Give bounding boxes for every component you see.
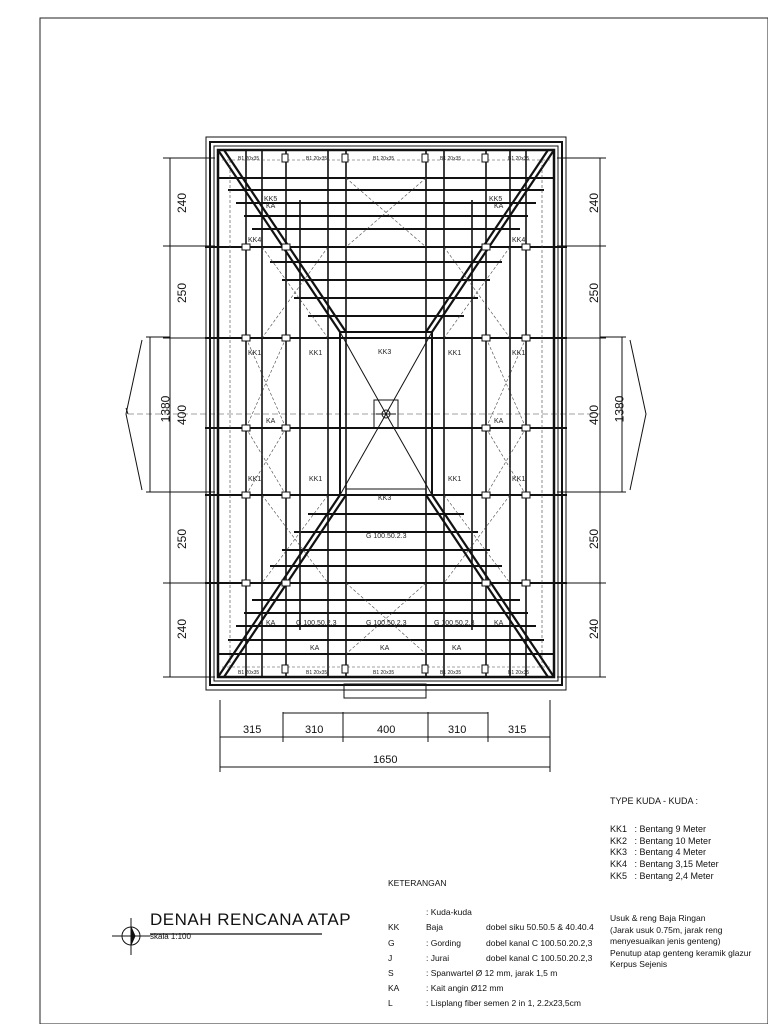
legend-desc: : Kuda-kuda Baja	[426, 907, 472, 933]
label-balok-8: B1 20x35	[373, 670, 395, 676]
label-ka-9: KA	[452, 645, 462, 652]
label-kk1-b: KK1	[309, 350, 323, 357]
dim-right-2: 250	[587, 282, 602, 304]
legend-code: KK	[388, 922, 400, 933]
dim-right-1: 240	[587, 192, 602, 214]
legend-spec: dobel kanal C 100.50.20.2,3	[486, 937, 593, 948]
legend-row	[388, 996, 594, 1011]
legend-desc: : Jurai	[426, 952, 450, 963]
legend-spec: dobel kanal C 100.50.20.2,3	[486, 952, 593, 963]
truss-type-item	[610, 836, 719, 848]
legend-row	[388, 966, 594, 981]
dim-right-6: 240	[587, 618, 602, 640]
label-kk1-a: KK1	[248, 350, 262, 357]
drawing-title: DENAH RENCANA ATAP	[150, 910, 352, 929]
label-gording-3: G 100.50.2.3	[366, 620, 407, 627]
label-gording-1: G 100.50.2.3	[366, 533, 407, 540]
label-kk4-left: KK4	[248, 237, 262, 244]
label-ka-3: KA	[266, 418, 276, 425]
label-ka-4: KA	[494, 418, 504, 425]
dim-bottom-5: 315	[508, 724, 527, 736]
label-ka-5: KA	[266, 620, 276, 627]
label-balok-3: B1 20x35	[373, 156, 395, 162]
label-balok-4: B1 20x35	[440, 156, 462, 162]
label-balok-6: B1 20x35	[238, 670, 260, 676]
label-kk3-top: KK3	[378, 349, 392, 356]
dim-bottom-4: 310	[448, 724, 467, 736]
truss-type-code: KK1	[610, 823, 628, 834]
label-ka-7: KA	[310, 645, 320, 652]
truss-type-heading: TYPE KUDA - KUDA :	[610, 796, 699, 806]
label-kk1-f: KK1	[309, 476, 323, 483]
label-gording-2: G 100.50.2.3	[296, 620, 337, 627]
dim-right-3: 400	[587, 404, 602, 426]
dim-left-4: 400	[175, 404, 190, 426]
legend-spec: dobel siku 50.50.5 & 40.40.4	[486, 922, 594, 933]
legend-keterangan	[388, 876, 594, 1012]
note-line: menyesuaikan jenis genteng)	[610, 936, 721, 946]
label-balok-9: B1 20x35	[440, 670, 462, 676]
legend-row	[388, 981, 594, 996]
dim-left-6: 240	[175, 618, 190, 640]
legend-code: KA	[388, 983, 400, 994]
bottom-gutter	[344, 684, 426, 698]
label-balok-10: B1 20x35	[508, 670, 530, 676]
legend-desc: : Gording	[426, 937, 461, 948]
legend-desc: : Lisplang fiber semen 2 in 1, 2.2x23,5cm	[426, 998, 581, 1009]
truss-type-item	[610, 847, 719, 859]
label-gording-4: G 100.50.2.3	[434, 620, 475, 627]
truss-type-item	[610, 871, 719, 883]
label-kk1-g: KK1	[448, 476, 462, 483]
purlins-horizontal	[205, 178, 567, 654]
legend-desc: : Spanwartel Ø 12 mm, jarak 1,5 m	[426, 968, 558, 979]
note-line: Kerpus Sejenis	[610, 959, 668, 969]
drawing-title-block	[150, 910, 351, 941]
dim-bottom-2: 310	[305, 724, 324, 736]
legend-code: S	[388, 968, 394, 979]
section-marker-left	[126, 340, 142, 490]
truss-type-desc: : Bentang 9 Meter	[634, 823, 707, 834]
dim-left-2: 250	[175, 282, 190, 304]
truss-type-list	[610, 796, 719, 883]
truss-type-desc: : Bentang 3,15 Meter	[634, 859, 719, 870]
drawing-scale: skala 1:100	[150, 932, 191, 941]
note-line: Usuk & reng Baja Ringan	[610, 913, 706, 923]
label-kk5-left: KK5	[264, 196, 278, 203]
truss-type-desc: : Bentang 4 Meter	[634, 847, 707, 858]
label-ka-2: KA	[494, 203, 504, 210]
legend-code: G	[388, 937, 395, 948]
truss-type-code: KK3	[610, 847, 628, 858]
dim-left-5: 250	[175, 528, 190, 550]
label-ka-8: KA	[380, 645, 390, 652]
label-ka-6: KA	[494, 620, 504, 627]
label-kk1-h: KK1	[512, 476, 526, 483]
ridge-frame	[340, 332, 432, 495]
label-balok-7: B1 20x35	[306, 670, 328, 676]
dim-right-5: 250	[587, 528, 602, 550]
truss-type-desc: : Bentang 10 Meter	[634, 835, 712, 846]
legend-code: J	[388, 952, 393, 963]
dim-right-4: 1380	[612, 395, 627, 423]
dim-bottom-total: 1650	[373, 754, 398, 766]
legend-row	[388, 936, 594, 951]
note-line: Penutup atap genteng keramik glazur	[610, 947, 752, 958]
legend-code: L	[388, 998, 393, 1009]
truss-type-code: KK5	[610, 870, 628, 881]
truss-type-code: KK4	[610, 859, 628, 870]
truss-type-desc: : Bentang 2,4 Meter	[634, 870, 714, 881]
dim-bottom-1: 315	[243, 724, 262, 736]
truss-type-item	[610, 824, 719, 836]
label-kk1-c: KK1	[448, 350, 462, 357]
truss-type-code: KK2	[610, 835, 628, 846]
label-kk1-e: KK1	[248, 476, 262, 483]
section-marker-right	[630, 340, 646, 490]
dim-bottom-3: 400	[377, 724, 396, 736]
label-kk5-right: KK5	[489, 196, 503, 203]
dim-left-3: 1380	[158, 395, 173, 423]
label-kk4-right: KK4	[512, 237, 526, 244]
legend-heading: KETERANGAN	[388, 878, 447, 888]
label-balok-1: B1 20x35	[238, 156, 260, 162]
label-ka-1: KA	[266, 203, 276, 210]
legend-row	[388, 951, 594, 966]
roof-notes	[610, 913, 751, 971]
truss-type-item	[610, 859, 719, 871]
note-line: (Jarak usuk 0.75m, jarak reng	[610, 924, 723, 935]
legend-desc: : Kait angin Ø12 mm	[426, 983, 504, 994]
label-balok-2: B1 20x35	[306, 156, 328, 162]
dim-left-1: 240	[175, 192, 190, 214]
label-kk3-bottom: KK3	[378, 495, 392, 502]
legend-row	[388, 905, 594, 935]
label-kk1-d: KK1	[512, 350, 526, 357]
label-balok-5: B1 20x35	[508, 156, 530, 162]
